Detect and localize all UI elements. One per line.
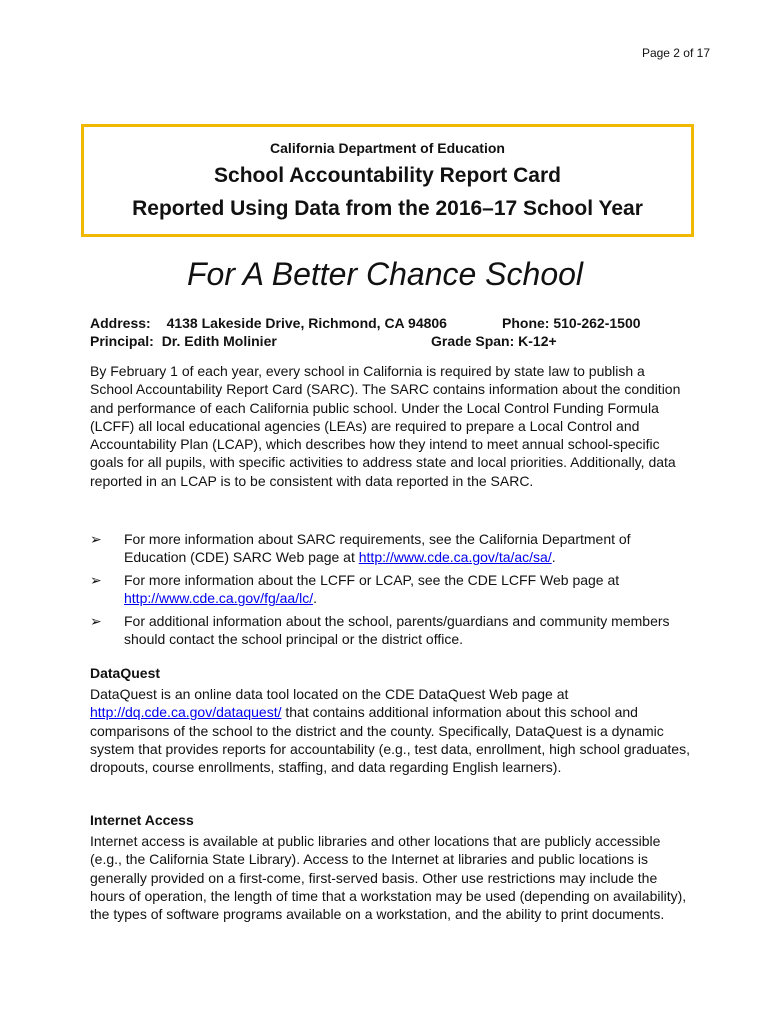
grade-span-value: K-12+ [518, 333, 557, 349]
arrow-bullet-icon: ➢ [90, 613, 102, 629]
sarc-web-link[interactable]: http://www.cde.ca.gov/ta/ac/sa/ [358, 549, 552, 566]
phone-field [502, 314, 641, 332]
address-row [90, 314, 641, 332]
dataquest-heading: DataQuest [90, 665, 161, 681]
bullet-text-end: . [551, 549, 556, 566]
report-title-line2: Reported Using Data from the 2016–17 School Year [132, 197, 643, 220]
internet-access-heading: Internet Access [90, 812, 194, 828]
address-label: Address: [90, 315, 151, 331]
lcff-web-link[interactable]: http://www.cde.ca.gov/fg/aa/lc/ [124, 590, 314, 607]
bullet-lcff-info [90, 571, 690, 608]
bullet-text: For more information about SARC requirements, see the California Department of Education (CDE) SARC Web page at [124, 531, 631, 566]
dataquest-link[interactable]: http://dq.cde.ca.gov/dataquest/ [90, 704, 282, 721]
department-name: California Department of Education [270, 140, 505, 156]
dataquest-paragraph [90, 685, 690, 776]
phone-value: 510-262-1500 [553, 315, 641, 331]
bullet-text-end: . [313, 590, 317, 607]
bullet-contact-info [90, 612, 690, 649]
grade-span-label: Grade Span: [431, 333, 515, 349]
internet-access-paragraph: Internet access is available at public libraries and other locations that are publicly accessible (e.g., the California State Library). Access to the Internet at libraries and public locations is generally provided on a first-come, first-served basis. Other use restrictions may include the hours of operation, the length of time that a workstation may be used (depending on availability), the types of software programs available on a workstation, and the ability to print documents. [90, 833, 687, 923]
arrow-bullet-icon: ➢ [90, 572, 102, 588]
school-name: For A Better Chance School [186, 256, 584, 292]
bullet-sarc-info [90, 530, 690, 567]
report-title-line1: School Accountability Report Card [214, 164, 561, 187]
report-header-box [81, 124, 694, 237]
intro-paragraph: By February 1 of each year, every school in California is required by state law to publish a School Accountability Report Card (SARC). The SARC contains information about the condition and performance of each California public school. Under the Local Control Funding Formula (LCFF) all local educational agencies (LEAs) are required to prepare a Local Control and Accountability Plan (LCAP), which describes how they intend to meet annual school-specific goals for all pupils, with specific activities to address state and local priorities. Additionally, data reported in an LCAP is to be consistent with data reported in the SARC. [90, 363, 681, 489]
address-value: 4138 Lakeside Drive, Richmond, CA 94806 [166, 315, 447, 331]
dataquest-text: DataQuest is an online data tool located on the CDE DataQuest Web page at [90, 686, 569, 702]
phone-label: Phone: [502, 315, 550, 331]
principal-row [90, 332, 557, 350]
dataquest-text-end: that contains additional information about this school and comparisons of the school to the district and the county. Specifically, DataQuest is a dynamic system that provides reports for accountability (e.g., test data, enrollment, high school graduates, dropouts, course enrollments, staffing, and data regarding English learners). [90, 704, 690, 776]
principal-value: Dr. Edith Molinier [161, 333, 277, 349]
page-number: Page 2 of 17 [641, 46, 710, 60]
bullet-text: For more information about the LCFF or LCAP, see the CDE LCFF Web page at [124, 572, 620, 588]
bullet-text: For additional information about the school, parents/guardians and community members should contact the school principal or the district office. [124, 613, 670, 648]
principal-label: Principal: [90, 333, 154, 349]
grade-span-field [431, 332, 557, 350]
arrow-bullet-icon: ➢ [90, 531, 102, 547]
